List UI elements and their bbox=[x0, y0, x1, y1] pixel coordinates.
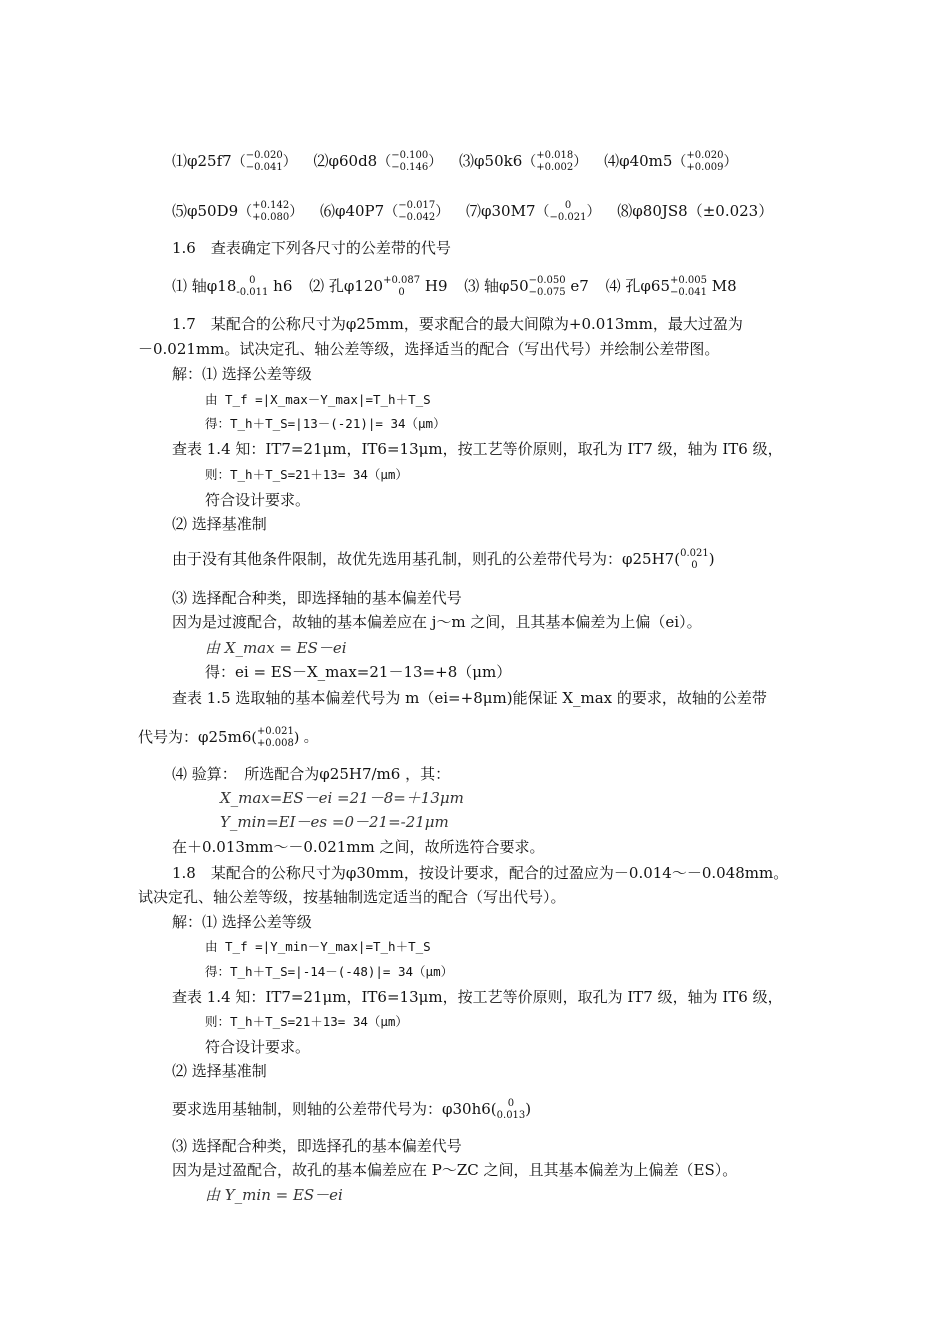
q1-8-ok: 符合设计要求。 bbox=[205, 1038, 311, 1056]
answer-item: ⑵ 孔φ120 +0.087 0 H9 bbox=[309, 275, 448, 298]
answer-item: ⑵φ60d8（ −0.100 −0.146 ） bbox=[313, 150, 443, 173]
answer-item: ⑶φ50k6（ +0.018 +0.002 ） bbox=[459, 150, 588, 173]
q1-8-step2: ⑵ 选择基准制 bbox=[172, 1062, 267, 1080]
answer-item: ⑴φ25f7（ −0.020 −0.041 ） bbox=[172, 150, 297, 173]
answer-item: ⑷ 孔φ65 +0.005 −0.041 M8 bbox=[605, 275, 737, 298]
q1-7-conclusion: 在＋0.013mm～－0.021mm 之间，故所选符合要求。 bbox=[172, 838, 545, 856]
q1-7-step1: 解：⑴ 选择公差等级 bbox=[172, 365, 312, 383]
q1-8-step2-text: 要求选用基轴制，则轴的公差带代号为：φ30h6( 0 0.013 ) bbox=[172, 1098, 532, 1121]
q1-8-title-1: 1.8 某配合的公称尺寸为φ30mm，按设计要求，配合的过盈应为－0.014～－0.048mm。 bbox=[172, 864, 789, 882]
q1-7-eq6: Y_min=EI－es =0－21=-21μm bbox=[220, 813, 449, 831]
q1-8-step3-text: 因为是过盈配合，故孔的基本偏差应在 P～ZC 之间，且其基本偏差为上偏差（ES）。 bbox=[172, 1161, 738, 1179]
q1-8-eq1: 由 T_f =|Y_min－Y_max|=T_h＋T_S bbox=[205, 939, 431, 954]
q1-8-table-line: 查表 1.4 知：IT7=21μm，IT6=13μm，按工艺等价原则，取孔为 IT7 级，轴为 IT6 级， bbox=[172, 988, 783, 1006]
q1-7-eq2: 得：T_h＋T_S=|13－(-21)|= 34（μm） bbox=[205, 416, 446, 431]
q1-8-eq3: 由 Y_min = ES－ei bbox=[205, 1186, 343, 1204]
section-heading-1-6: 1.6 查表确定下列各尺寸的公差带的代号 bbox=[172, 239, 451, 257]
q1-7-step2: ⑵ 选择基准制 bbox=[172, 515, 267, 533]
answer-item: ⑷φ40m5（ +0.020 +0.009 ） bbox=[604, 150, 738, 173]
q1-7-shaft-code: 代号为：φ25m6( +0.021 +0.008 ) 。 bbox=[138, 726, 318, 749]
q1-7-eq5: X_max=ES－ei =21－8=＋13μm bbox=[220, 789, 464, 807]
q1-7-step4: ⑷ 验算： 所选配合为φ25H7/m6 ，其： bbox=[172, 765, 451, 783]
q1-7-title-2: －0.021mm。试决定孔、轴公差等级，选择适当的配合（写出代号）并绘制公差带图。 bbox=[138, 340, 720, 358]
q1-5-row2 bbox=[172, 200, 773, 224]
answer-item: ⑴ 轴φ18 0 -0.011 h6 bbox=[172, 275, 293, 298]
q1-7-then: 则：T_h＋T_S=21＋13= 34（μm） bbox=[205, 467, 408, 482]
q1-8-step3: ⑶ 选择配合种类，即选择孔的基本偏差代号 bbox=[172, 1137, 462, 1155]
answer-item: ⑸φ50D9（ +0.142 +0.080 ） bbox=[172, 200, 304, 223]
answer-item: ⑺φ30M7（ 0 −0.021 ） bbox=[466, 200, 601, 223]
q1-5-row1 bbox=[172, 150, 749, 174]
q1-8-step1: 解：⑴ 选择公差等级 bbox=[172, 913, 312, 931]
q1-7-ok: 符合设计要求。 bbox=[205, 491, 311, 509]
answer-item: ⑻φ80JS8（±0.023） bbox=[617, 202, 774, 220]
q1-7-step3-text: 因为是过渡配合，故轴的基本偏差应在 j～m 之间，且其基本偏差为上偏（ei）。 bbox=[172, 613, 702, 631]
q1-8-title-2: 试决定孔、轴公差等级，按基轴制选定适当的配合（写出代号）。 bbox=[138, 888, 566, 906]
q1-7-table15: 查表 1.5 选取轴的基本偏差代号为 m（ei=+8μm)能保证 X_max 的要求，故轴的公差带 bbox=[172, 689, 767, 707]
answer-item: ⑹φ40P7（ −0.017 −0.042 ） bbox=[319, 200, 450, 223]
q1-7-table-line: 查表 1.4 知：IT7=21μm，IT6=13μm，按工艺等价原则，取孔为 IT7 级，轴为 IT6 级， bbox=[172, 440, 783, 458]
q1-7-eq3: 由 X_max = ES－ei bbox=[205, 639, 347, 657]
q1-7-eq1: 由 T_f =|X_max－Y_max|=T_h＋T_S bbox=[205, 392, 431, 407]
q1-7-title-1: 1.7 某配合的公称尺寸为φ25mm，要求配合的最大间隙为+0.013mm，最大过盈为 bbox=[172, 315, 743, 333]
answer-item: ⑶ 轴φ50 −0.050 −0.075 e7 bbox=[464, 275, 589, 298]
q1-7-step3: ⑶ 选择配合种类，即选择轴的基本偏差代号 bbox=[172, 589, 462, 607]
q1-8-eq2: 得：T_h＋T_S=|-14－(-48)|= 34（μm） bbox=[205, 964, 454, 979]
q1-8-then: 则：T_h＋T_S=21＋13= 34（μm） bbox=[205, 1014, 408, 1029]
q1-7-eq4: 得：ei = ES－X_max=21－13=+8（μm） bbox=[205, 663, 512, 681]
q1-6-items bbox=[172, 275, 749, 299]
q1-7-step2-text: 由于没有其他条件限制，故优先选用基孔制，则孔的公差带代号为：φ25H7( 0.021 0 ) bbox=[172, 548, 715, 571]
